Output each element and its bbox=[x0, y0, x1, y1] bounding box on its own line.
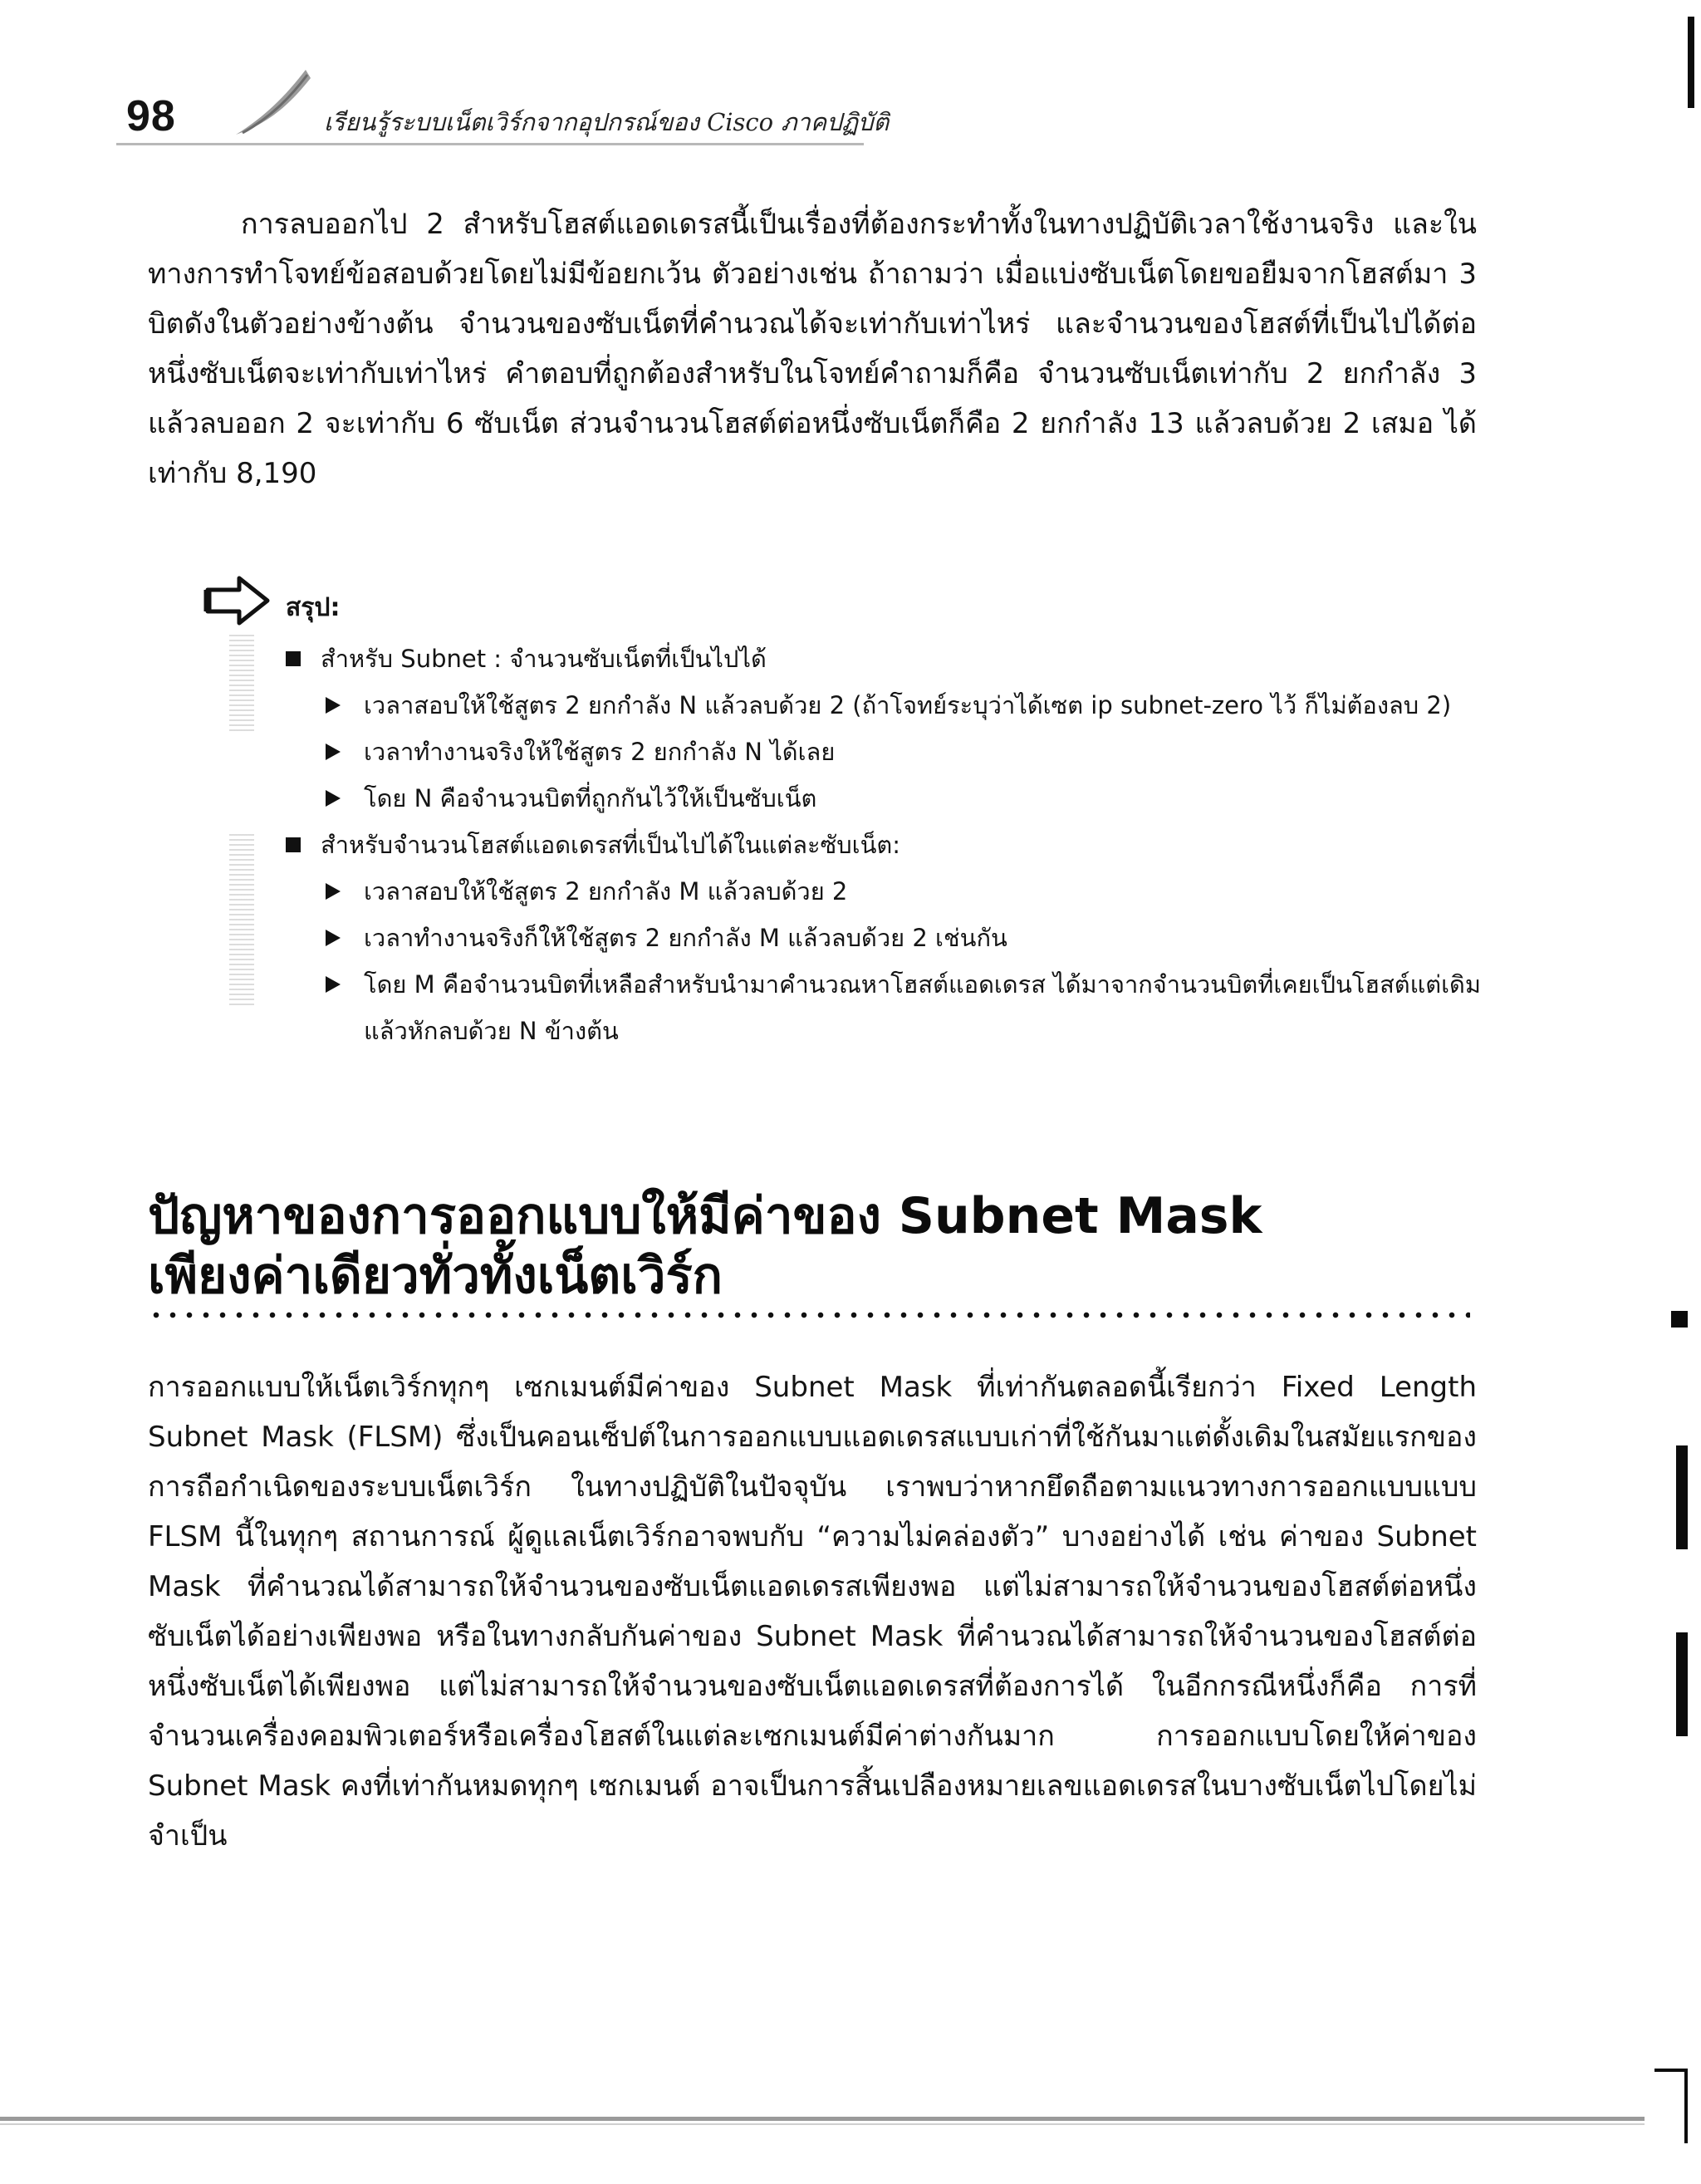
summary-list bbox=[286, 636, 1482, 1054]
triangle-bullet-icon bbox=[326, 930, 341, 946]
list-item bbox=[326, 961, 1482, 1054]
summary-section-hosts bbox=[286, 822, 1482, 1054]
list-item-text: เวลาสอบให้ใช้สูตร 2 ยกกำลัง N แล้วลบด้วย 2 (ถ้าโจทย์ระบุว่าได้เซต ip subnet-zero ไว้ ก็ไม่ต้องลบ 2) bbox=[364, 691, 1452, 719]
summary-section-subnet bbox=[286, 636, 1482, 822]
list-item bbox=[326, 868, 1482, 915]
triangle-bullet-icon bbox=[326, 744, 341, 760]
list-item-text: เวลาทำงานจริงก็ให้ใช้สูตร 2 ยกกำลัง M แล้วลบด้วย 2 เช่นกัน bbox=[364, 924, 1007, 952]
header-swoosh-icon bbox=[231, 66, 314, 141]
header-rule bbox=[116, 143, 864, 145]
square-bullet-icon bbox=[286, 651, 301, 666]
running-title: เรียนรู้ระบบเน็ตเวิร์กจากอุปกรณ์ของ Cisco ภาคปฏิบัติ bbox=[324, 108, 890, 136]
section-label: สำหรับ Subnet : จำนวนซับเน็ตที่เป็นไปได้ bbox=[321, 645, 767, 673]
pointing-arrow-icon bbox=[203, 573, 272, 628]
section-heading bbox=[148, 1186, 1477, 1306]
margin-mark bbox=[1654, 2069, 1688, 2072]
list-item-text: เวลาทำงานจริงให้ใช้สูตร 2 ยกกำลัง N ได้เลย bbox=[364, 738, 836, 766]
triangle-bullet-icon bbox=[326, 883, 341, 900]
list-item bbox=[326, 682, 1482, 729]
body-paragraph: การออกแบบให้เน็ตเวิร์กทุกๆ เซกเมนต์มีค่าของ Subnet Mask ที่เท่ากันตลอดนี้เรียกว่า Fixed Length Subnet Mask (FLSM) ซึ่งเป็นคอนเซ็ปต์ในการออกแบบแอดเดรสแบบเก่าที่ใช้กันมาแต่ดั้งเดิมในสมัยแรกของการถือกำเนิดของระบบเน็ตเวิร์ก ในทางปฏิบัติในปัจจุบัน เราพบว่าหากยึดถือตามแนวทางการออกแบบแบบ FLSM นี้ในทุกๆ สถานการณ์ ผู้ดูแลเน็ตเวิร์กอาจพบกับ “ความไม่คล่องตัว” บางอย่างได้ เช่น ค่าของ Subnet Mask ที่คำนวณได้สามารถให้จำนวนของซับเน็ตแอดเดรสเพียงพอ แต่ไม่สามารถให้จำนวนของโฮสต์ต่อหนึ่งซับเน็ตได้อย่างเพียงพอ หรือในทางกลับกันค่าของ Subnet Mask ที่คำนวณได้สามารถให้จำนวนของโฮสต์ต่อหนึ่งซับเน็ตได้เพียงพอ แต่ไม่สามารถให้จำนวนของซับเน็ตแอดเดรสที่ต้องการได้ ในอีกกรณีหนึ่งก็คือ การที่จำนวนเครื่องคอมพิวเตอร์หรือเครื่องโฮสต์ในแต่ละเซกเมนต์มีค่าต่างกันมาก การออกแบบโดยให้ค่าของ Subnet Mask คงที่เท่ากันหมดทุกๆ เซกเมนต์ อาจเป็นการสิ้นเปลืองหมายเลขแอดเดรสในบางซับเน็ตไปโดยไม่จำเป็น bbox=[148, 1371, 1477, 1853]
bottom-scan-rule bbox=[0, 2117, 1645, 2121]
list-item-text: โดย M คือจำนวนบิตที่เหลือสำหรับนำมาคำนวณหาโฮสต์แอดเดรส ได้มาจากจำนวนบิตที่เคยเป็นโฮสต์แต่เดิมแล้วหักลบด้วย N ข้างต้น bbox=[364, 970, 1482, 1045]
triangle-bullet-icon bbox=[326, 697, 341, 714]
scan-artifact bbox=[229, 831, 254, 1005]
dotted-rule bbox=[148, 1311, 1470, 1319]
list-item-text: เวลาสอบให้ใช้สูตร 2 ยกกำลัง M แล้วลบด้วย 2 bbox=[364, 877, 848, 906]
margin-mark bbox=[1684, 2069, 1688, 2143]
intro-paragraph bbox=[148, 199, 1477, 498]
margin-mark bbox=[1676, 1445, 1688, 1549]
list-item bbox=[326, 775, 1482, 822]
page-number: 98 bbox=[126, 92, 176, 140]
section-heading-line1: ปัญหาของการออกแบบให้มีค่าของ Subnet Mask bbox=[148, 1187, 1262, 1245]
sub-list bbox=[321, 682, 1482, 822]
triangle-bullet-icon bbox=[326, 790, 341, 807]
bottom-scan-rule bbox=[0, 2123, 1645, 2125]
margin-mark bbox=[1676, 1632, 1688, 1736]
section-label: สำหรับจำนวนโฮสต์แอดเดรสที่เป็นไปได้ในแต่ละซับเน็ต: bbox=[321, 831, 901, 859]
summary-title: สรุป: bbox=[286, 593, 341, 622]
intro-paragraph-text: การลบออกไป 2 สำหรับโฮสต์แอดเดรสนี้เป็นเรื่องที่ต้องกระทำทั้งในทางปฏิบัติเวลาใช้งานจริง และในทางการทำโจทย์ข้อสอบด้วยโดยไม่มีข้อยกเว้น ตัวอย่างเช่น ถ้าถามว่า เมื่อแบ่งซับเน็ตโดยขอยืมจากโฮสต์มา 3 บิตดังในตัวอย่างข้างต้น จำนวนของซับเน็ตที่คำนวณได้จะเท่ากับเท่าไหร่ และจำนวนของโฮสต์ที่เป็นไปได้ต่อหนึ่งซับเน็ตจะเท่ากับเท่าไหร่ คำตอบที่ถูกต้องสำหรับในโจทย์คำถามก็คือ จำนวนซับเน็ตเท่ากับ 2 ยกกำลัง 3 แล้วลบออก 2 จะเท่ากับ 6 ซับเน็ต ส่วนจำนวนโฮสต์ต่อหนึ่งซับเน็ตก็คือ 2 ยกกำลัง 13 แล้วลบด้วย 2 เสมอ ได้เท่ากับ 8,190 bbox=[148, 208, 1477, 490]
scan-artifact bbox=[229, 631, 254, 731]
list-item-text: โดย N คือจำนวนบิตที่ถูกกันไว้ให้เป็นซับเน็ต bbox=[364, 784, 817, 812]
margin-mark bbox=[1671, 1311, 1688, 1328]
triangle-bullet-icon bbox=[326, 976, 341, 993]
sub-list bbox=[321, 868, 1482, 1054]
margin-mark bbox=[1688, 17, 1694, 108]
list-item bbox=[326, 915, 1482, 961]
square-bullet-icon bbox=[286, 837, 301, 852]
section-heading-line2: เพียงค่าเดียวทั่วทั้งเน็ตเวิร์ก bbox=[148, 1247, 723, 1305]
list-item bbox=[326, 729, 1482, 775]
